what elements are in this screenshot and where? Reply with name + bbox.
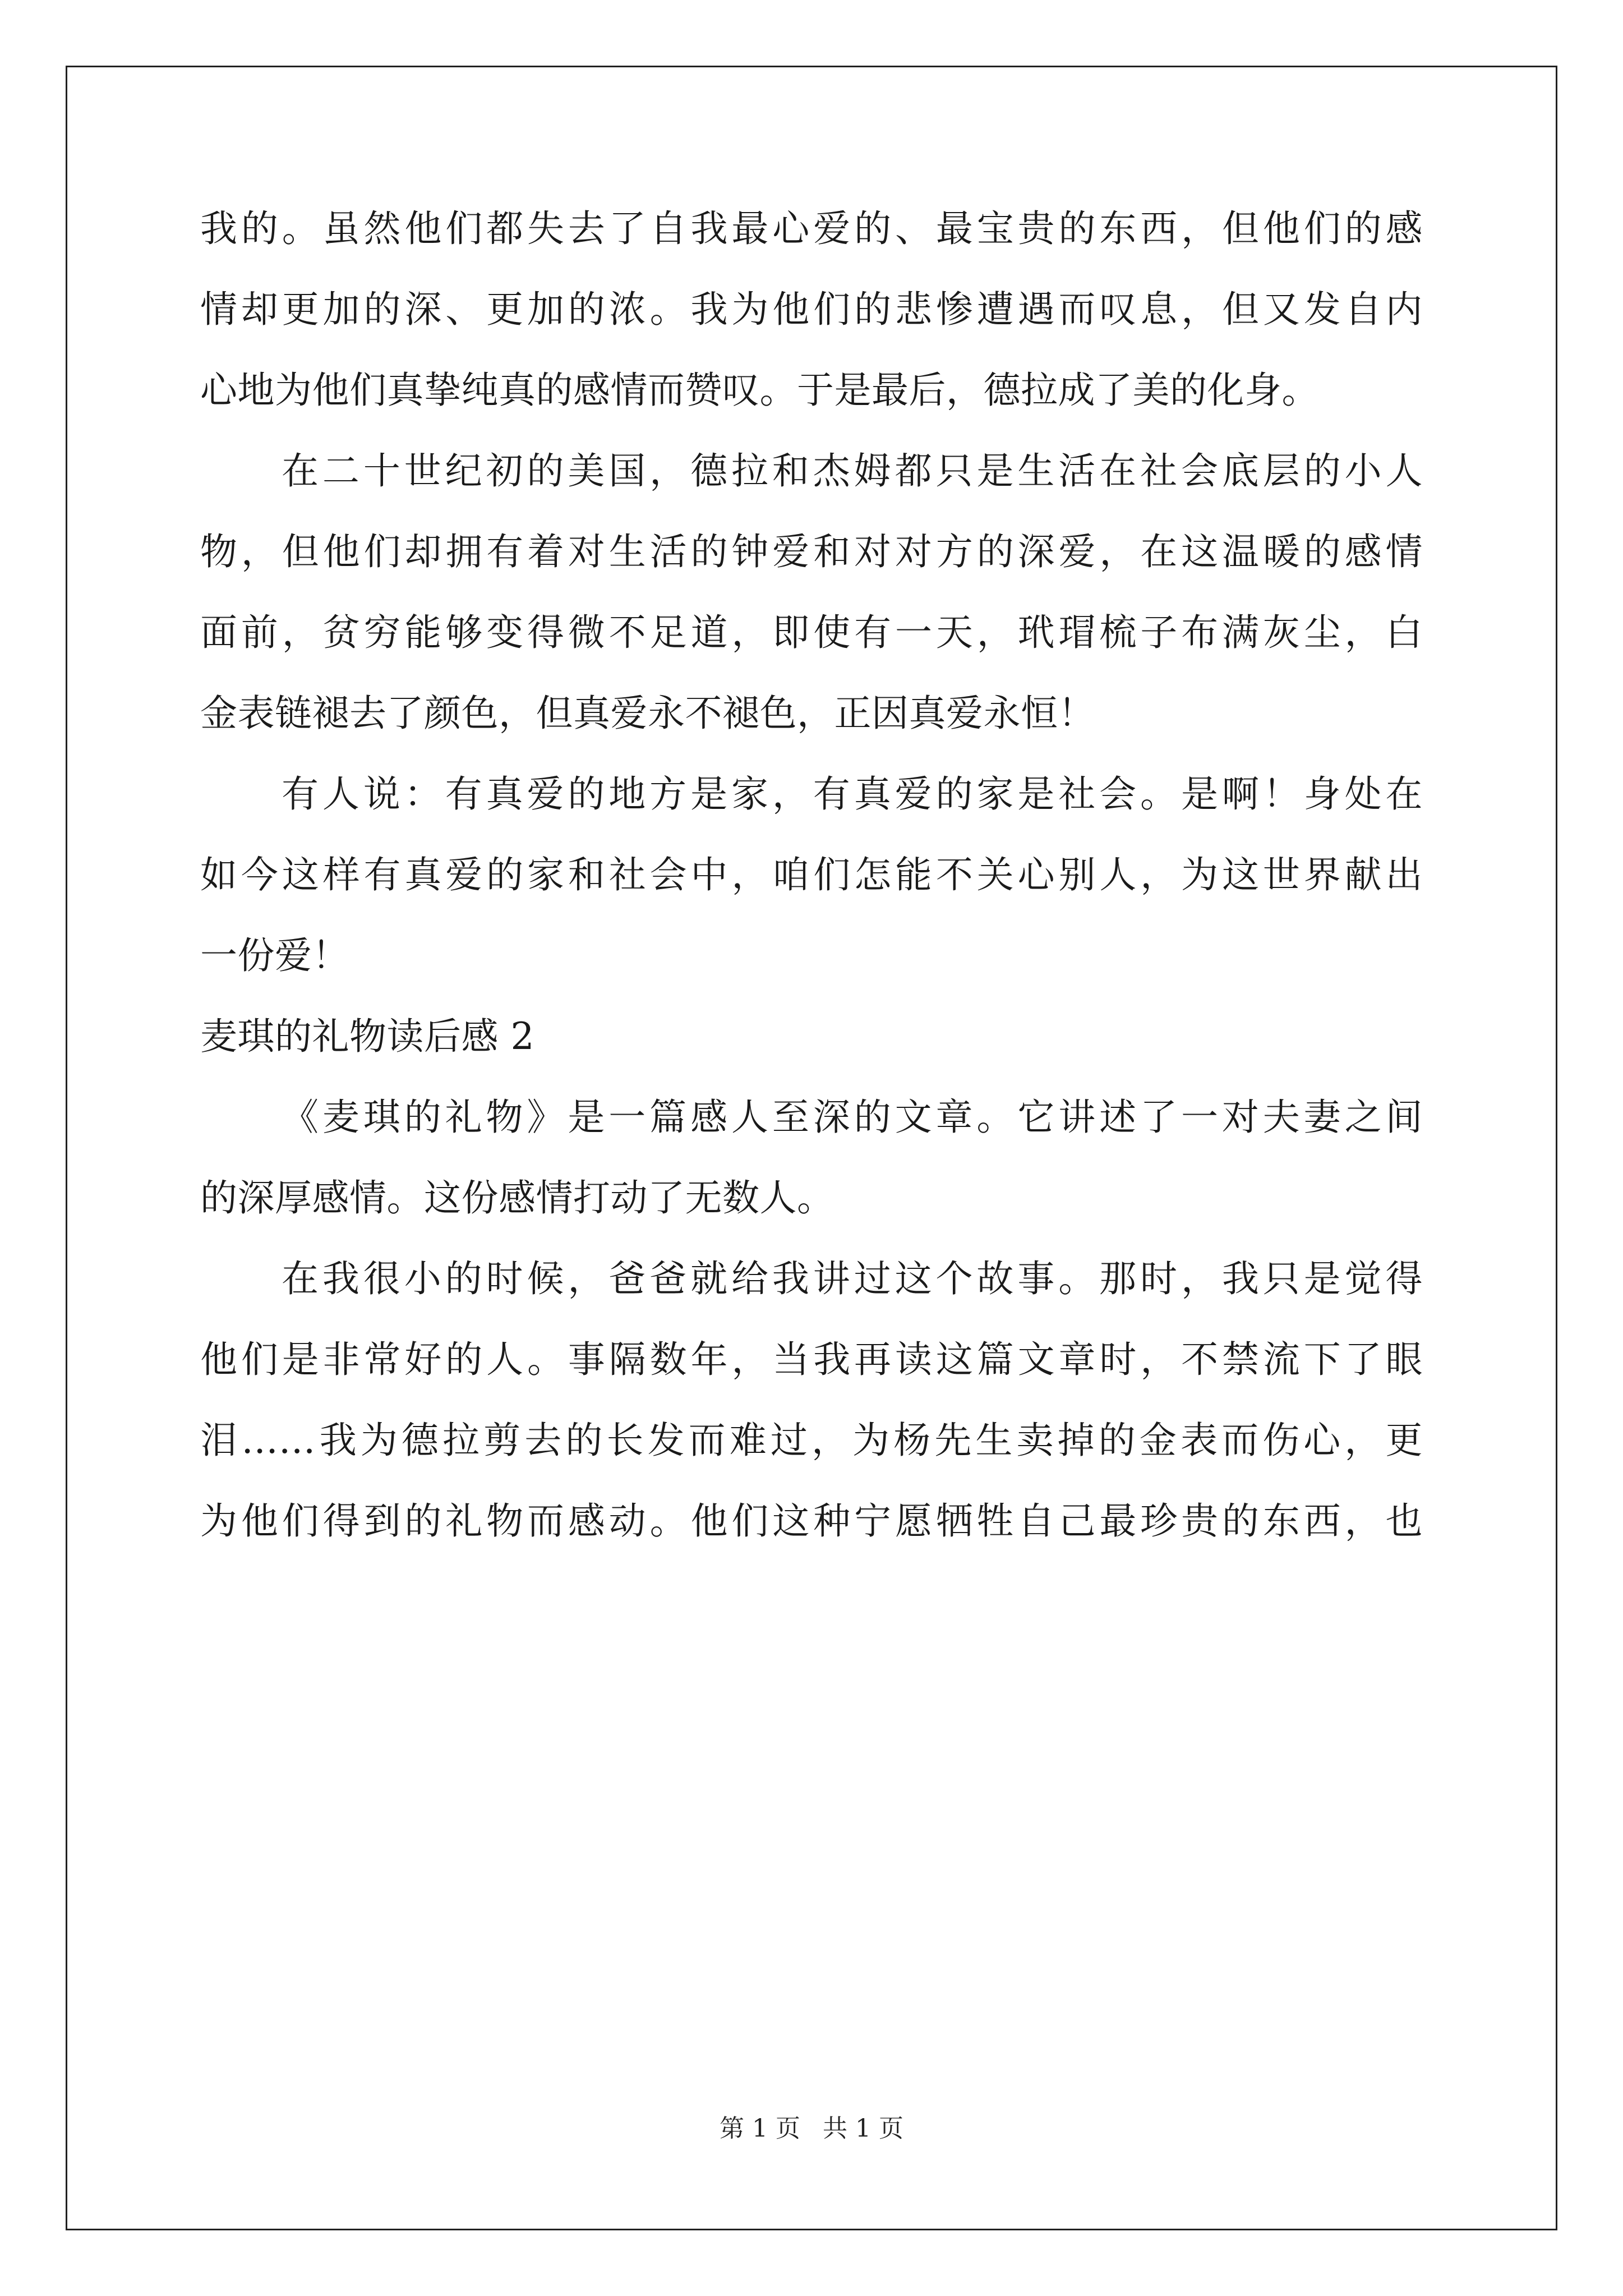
page-total: 共 1 页 [823, 2114, 903, 2143]
text-line: 如今这样有真爱的家和社会中，咱们怎能不关心别人，为这世界献出 [200, 853, 1423, 896]
text-line: 《麦琪的礼物》是一篇感人至深的文章。它讲述了一对夫妻之间 [282, 1096, 1423, 1139]
text-line: 我的。虽然他们都失去了自我最心爱的、最宝贵的东西，但他们的感 [200, 207, 1423, 250]
text-line: 在二十世纪初的美国，德拉和杰姆都只是生活在社会底层的小人 [282, 449, 1423, 493]
text-line: 泪……我为德拉剪去的长发而难过，为杨先生卖掉的金表而伤心，更 [200, 1419, 1423, 1462]
text-line: 一份爱！ [200, 934, 349, 977]
text-line: 在我很小的时候，爸爸就给我讲过这个故事。那时，我只是觉得 [282, 1257, 1423, 1300]
text-line: 的深厚感情。这份感情打动了无数人。 [200, 1176, 834, 1220]
section-heading: 麦琪的礼物读后感 2 [200, 1015, 534, 1058]
text-line: 物，但他们却拥有着对生活的钟爱和对对方的深爱，在这温暖的感情 [200, 530, 1423, 573]
page-number: 第 1 页 [720, 2114, 800, 2143]
text-line: 有人说：有真爱的地方是家，有真爱的家是社会。是啊！身处在 [282, 772, 1423, 816]
text-line: 金表链褪去了颜色，但真爱永不褪色，正因真爱永恒！ [200, 692, 1095, 735]
text-line: 他们是非常好的人。事隔数年，当我再读这篇文章时，不禁流下了眼 [200, 1338, 1423, 1381]
text-line: 情却更加的深、更加的浓。我为他们的悲惨遭遇而叹息，但又发自内 [200, 288, 1423, 331]
text-line: 为他们得到的礼物而感动。他们这种宁愿牺牲自己最珍贵的东西，也 [200, 1499, 1423, 1543]
page-footer [0, 2115, 1623, 2143]
text-line: 心地为他们真挚纯真的感情而赞叹。于是最后，德拉成了美的化身。 [200, 369, 1319, 412]
text-line: 面前，贫穷能够变得微不足道，即使有一天，玳瑁梳子布满灰尘，白 [200, 611, 1423, 654]
document-body [200, 208, 1423, 1543]
